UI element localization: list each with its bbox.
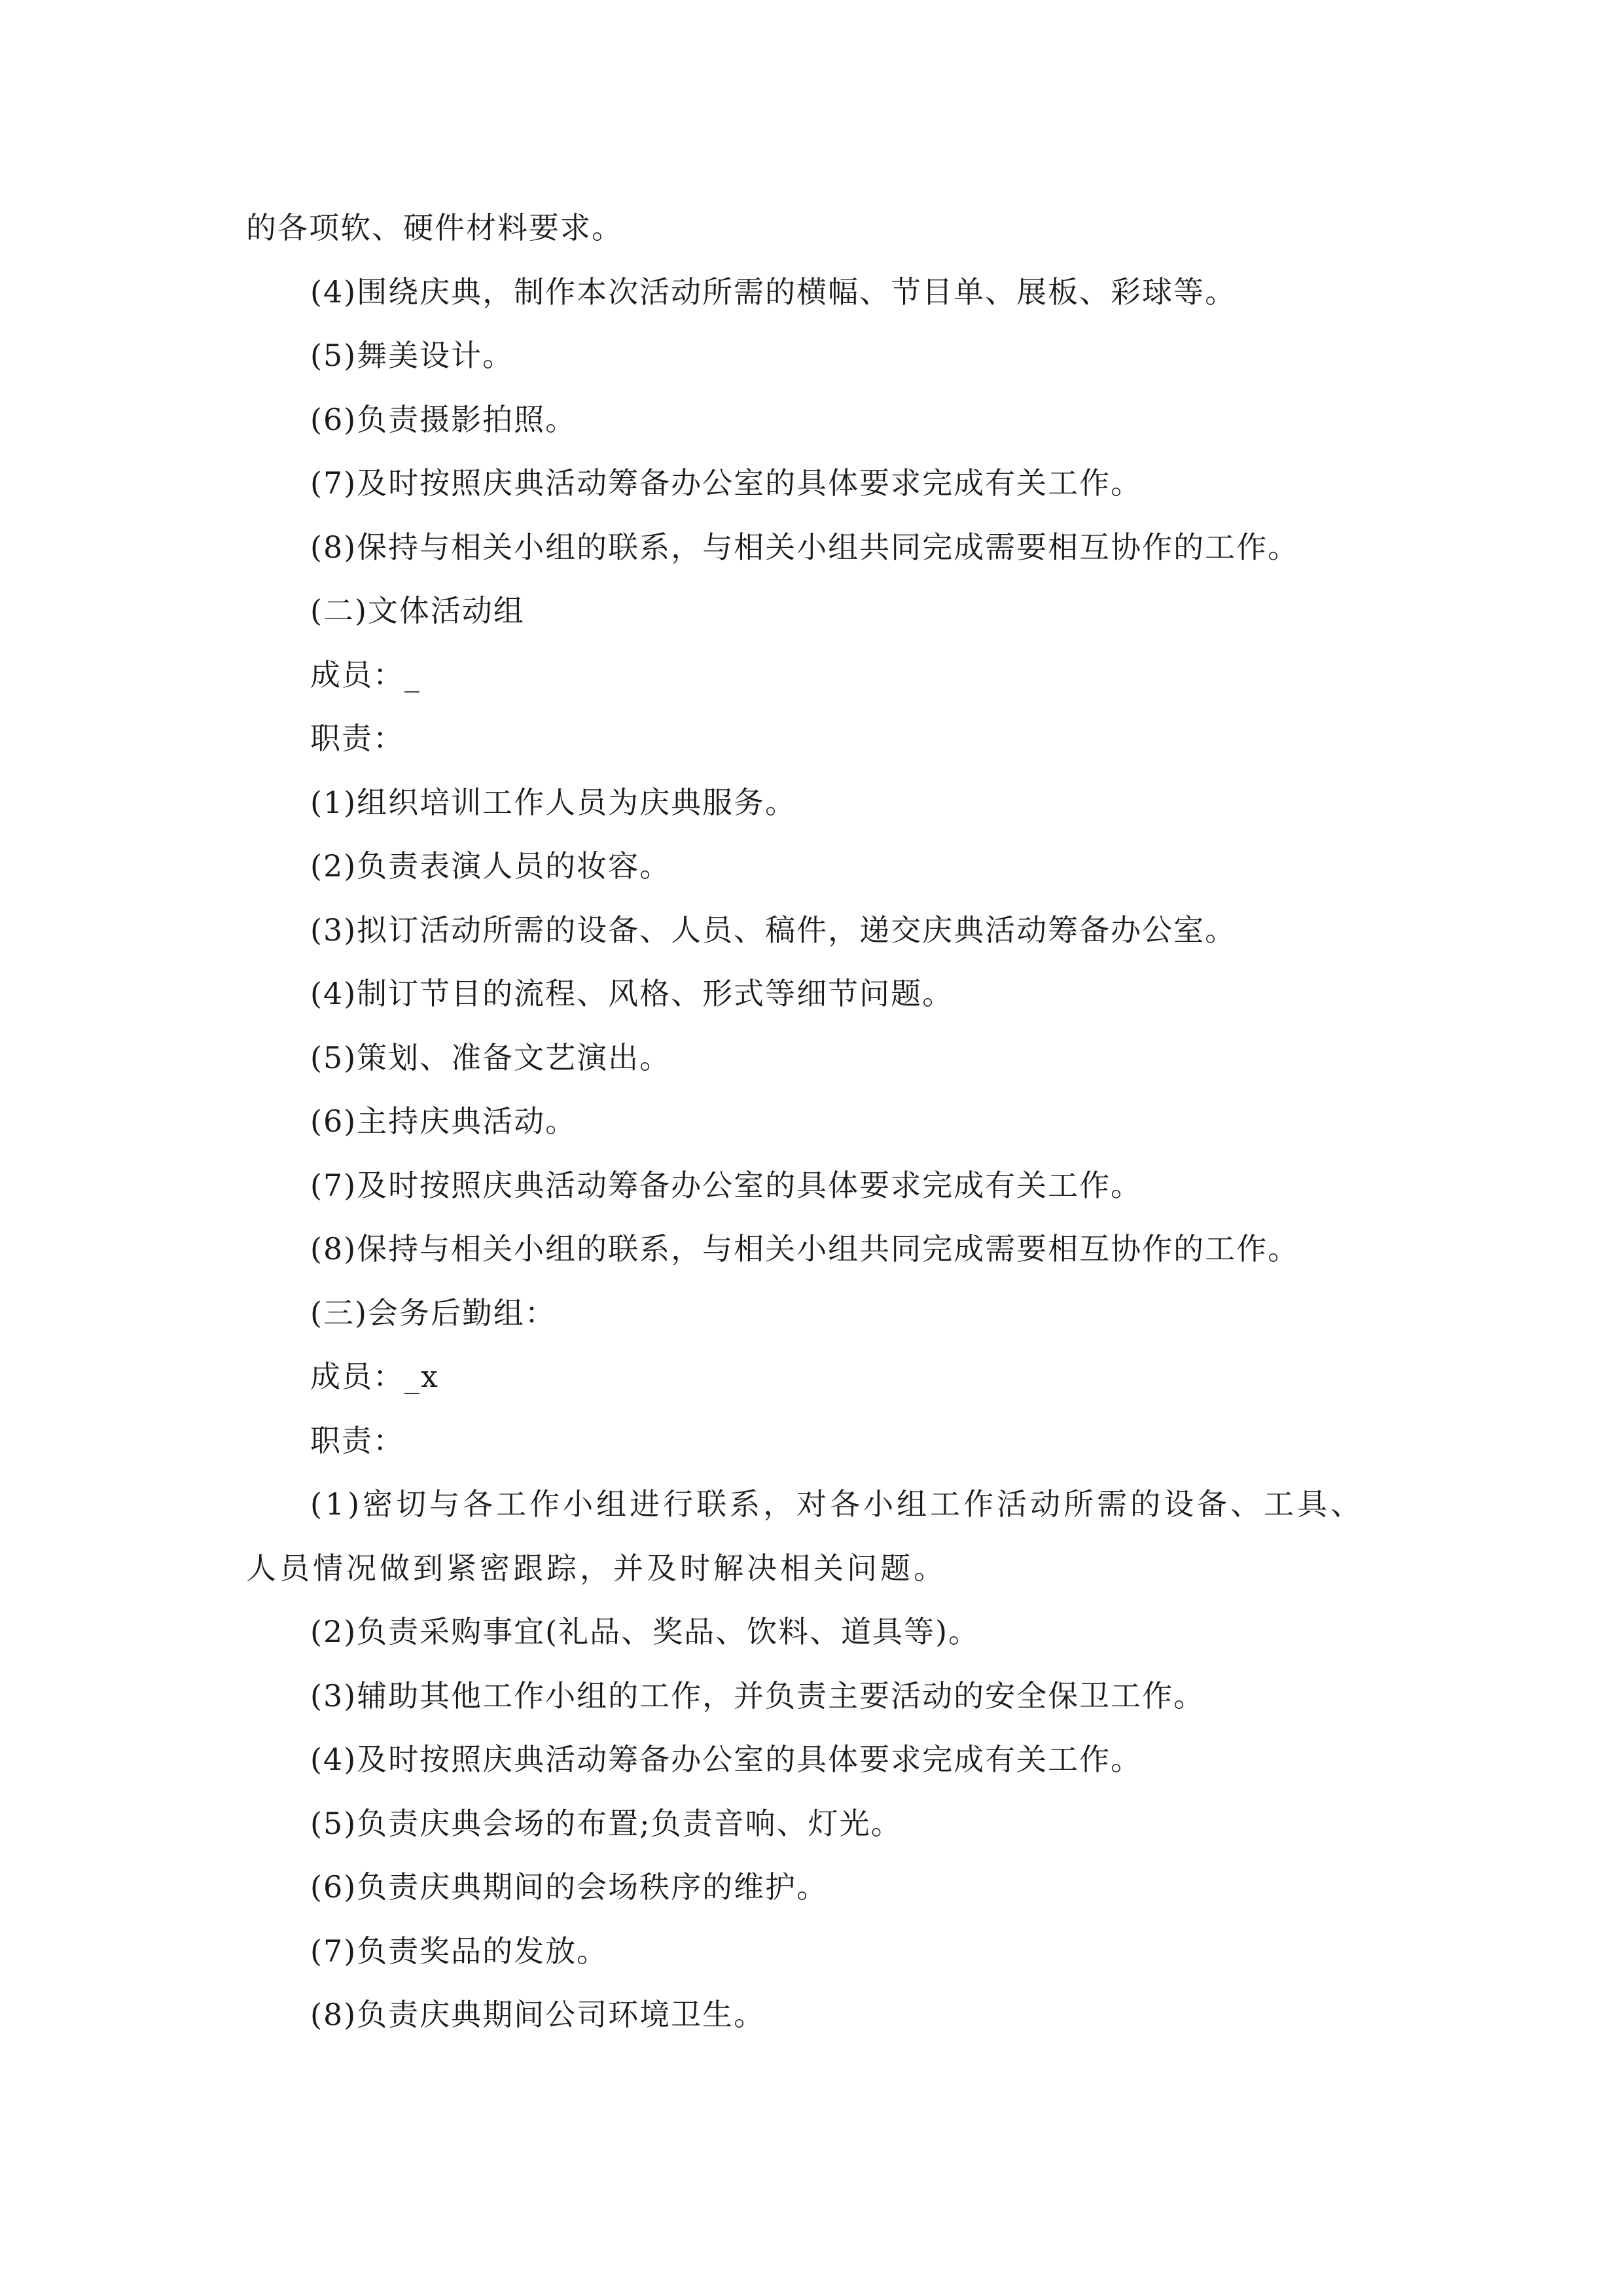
paragraph-line: (3)拟订活动所需的设备、人员、稿件，递交庆典活动筹备办公室。 [310,912,1237,948]
paragraph-line: 的各项软、硬件材料要求。 [246,210,623,245]
duties-label: 职责： [310,721,404,756]
paragraph-line: (4)制订节目的流程、风格、形式等细节问题。 [310,976,954,1011]
paragraph-line: (7)及时按照庆典活动筹备办公室的具体要求完成有关工作。 [310,465,1143,501]
document-body [246,196,1385,2047]
members-line: 成员：_ [310,656,421,692]
paragraph-line: (5)舞美设计。 [310,338,514,373]
section-heading: (二)文体活动组 [310,593,525,628]
paragraph-multiline: (1)密切与各工作小组进行联系，对各小组工作活动所需的设备、工具、人员情况做到紧密跟踪，并及时解决相关问题。 [246,1486,1364,1586]
paragraph-line: (1)组织培训工作人员为庆典服务。 [310,784,797,820]
paragraph-line: (5)负责庆典会场的布置;负责音响、灯光。 [310,1805,902,1841]
duties-label: 职责： [310,1422,404,1458]
paragraph-line: (7)负责奖品的发放。 [310,1933,609,1969]
paragraph-line: (8)负责庆典期间公司环境卫生。 [310,1997,766,2032]
paragraph-line: (6)主持庆典活动。 [310,1103,577,1139]
paragraph-line: (4)围绕庆典，制作本次活动所需的横幅、节目单、展板、彩球等。 [310,274,1237,310]
members-line: 成员：_x [310,1359,439,1394]
paragraph-line: (3)辅助其他工作小组的工作，并负责主要活动的安全保卫工作。 [310,1677,1205,1713]
paragraph-line: (6)负责摄影拍照。 [310,401,577,437]
paragraph-line: (8)保持与相关小组的联系，与相关小组共同完成需要相互协作的工作。 [310,529,1300,565]
section-heading: (三)会务后勤组： [310,1295,556,1331]
paragraph-line: (5)策划、准备文艺演出。 [310,1039,671,1075]
paragraph-line: (4)及时按照庆典活动筹备办公室的具体要求完成有关工作。 [310,1742,1143,1777]
paragraph-line: (2)负责表演人员的妆容。 [310,848,671,884]
paragraph-line: (8)保持与相关小组的联系，与相关小组共同完成需要相互协作的工作。 [310,1231,1300,1266]
paragraph-line: (2)负责采购事宜(礼品、奖品、饮料、道具等)。 [310,1614,980,1649]
paragraph-line: (6)负责庆典期间的会场秩序的维护。 [310,1869,829,1905]
paragraph-line: (7)及时按照庆典活动筹备办公室的具体要求完成有关工作。 [310,1167,1143,1203]
